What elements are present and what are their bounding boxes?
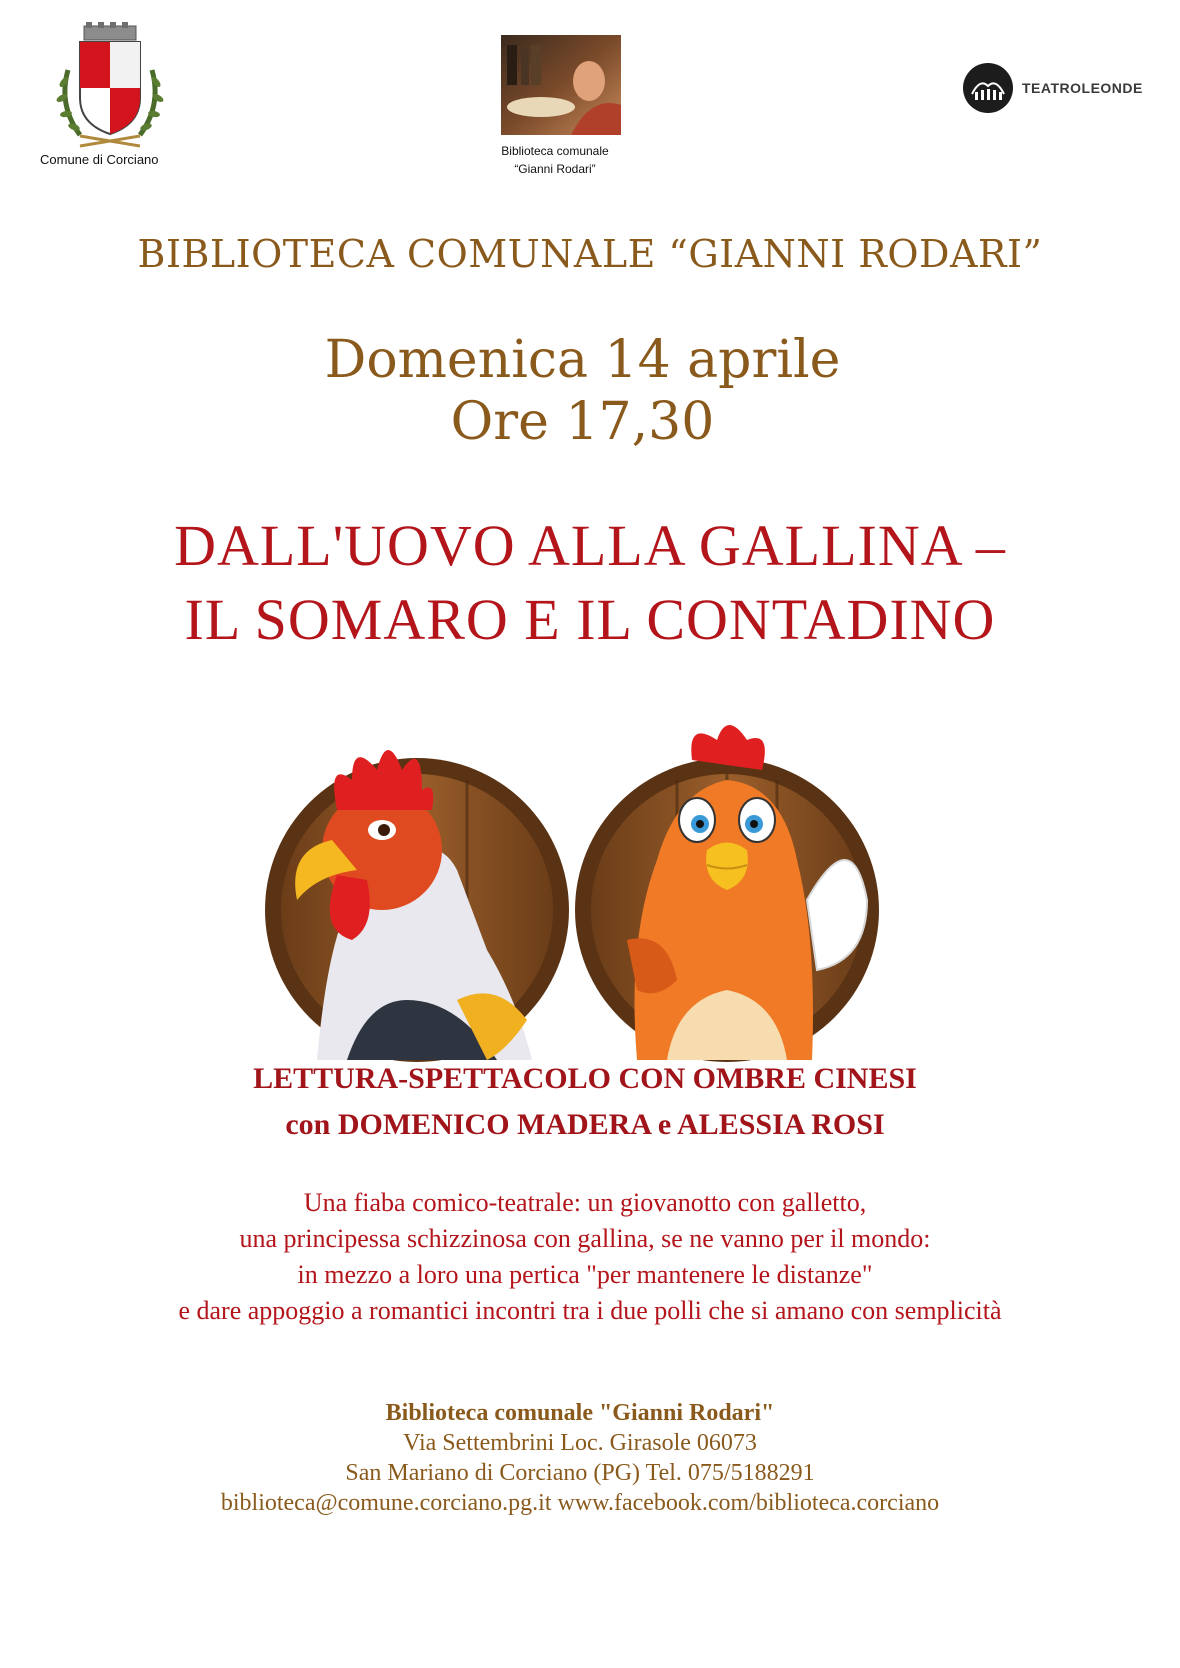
show-title-line1: DALL'UOVO ALLA GALLINA – (174, 513, 1006, 578)
show-title-line2: IL SOMARO E IL CONTADINO (184, 587, 996, 652)
illustration (232, 700, 932, 1100)
logo-comune (40, 20, 180, 170)
logo-teatroleonde (962, 62, 1152, 118)
description-line1: Una fiaba comico-teatrale: un giovanotto con galletto, (303, 1188, 867, 1217)
teatroleonde-name: TEATROLEONDE (1022, 80, 1143, 96)
footer-contacts[interactable]: biblioteca@comune.corciano.pg.it www.facebook.com/biblioteca.corciano (220, 1490, 940, 1516)
hen-cartoon-icon (567, 700, 887, 1080)
event-date: Domenica 14 aprile (324, 330, 841, 390)
footer-city: San Mariano di Corciano (PG) Tel. 075/5188291 (345, 1460, 815, 1486)
subtitle-line1: LETTURA-SPETTACOLO CON OMBRE CINESI (253, 1062, 917, 1095)
library-heading: BIBLIOTECA COMUNALE “GIANNI RODARI” (137, 232, 1043, 276)
description-line2: una principessa schizzinosa con gallina, se ne vanno per il mondo: (239, 1224, 931, 1253)
biblioteca-caption-line2: “Gianni Rodari” (514, 162, 596, 176)
library-painting-icon (501, 35, 621, 135)
biblioteca-caption-line1: Biblioteca comunale (501, 144, 609, 158)
subtitle-line2: con DOMENICO MADERA e ALESSIA ROSI (285, 1108, 885, 1141)
coat-of-arms-icon (40, 20, 180, 150)
footer-address: Via Settembrini Loc. Girasole 06073 (403, 1430, 757, 1456)
event-time: Ore 17,30 (450, 392, 715, 452)
footer-library-name: Biblioteca comunale "Gianni Rodari" (385, 1400, 775, 1426)
comune-caption: Comune di Corciano (40, 152, 159, 167)
description-line3: in mezzo a loro una pertica "per mantenere le distanze" (297, 1260, 873, 1289)
description-line4: e dare appoggio a romantici incontri tra i due polli che si amano con semplicità (178, 1296, 1002, 1325)
rooster-cartoon-icon (257, 700, 577, 1080)
logo-biblioteca (495, 35, 635, 185)
theatre-badge-icon (962, 62, 1014, 114)
